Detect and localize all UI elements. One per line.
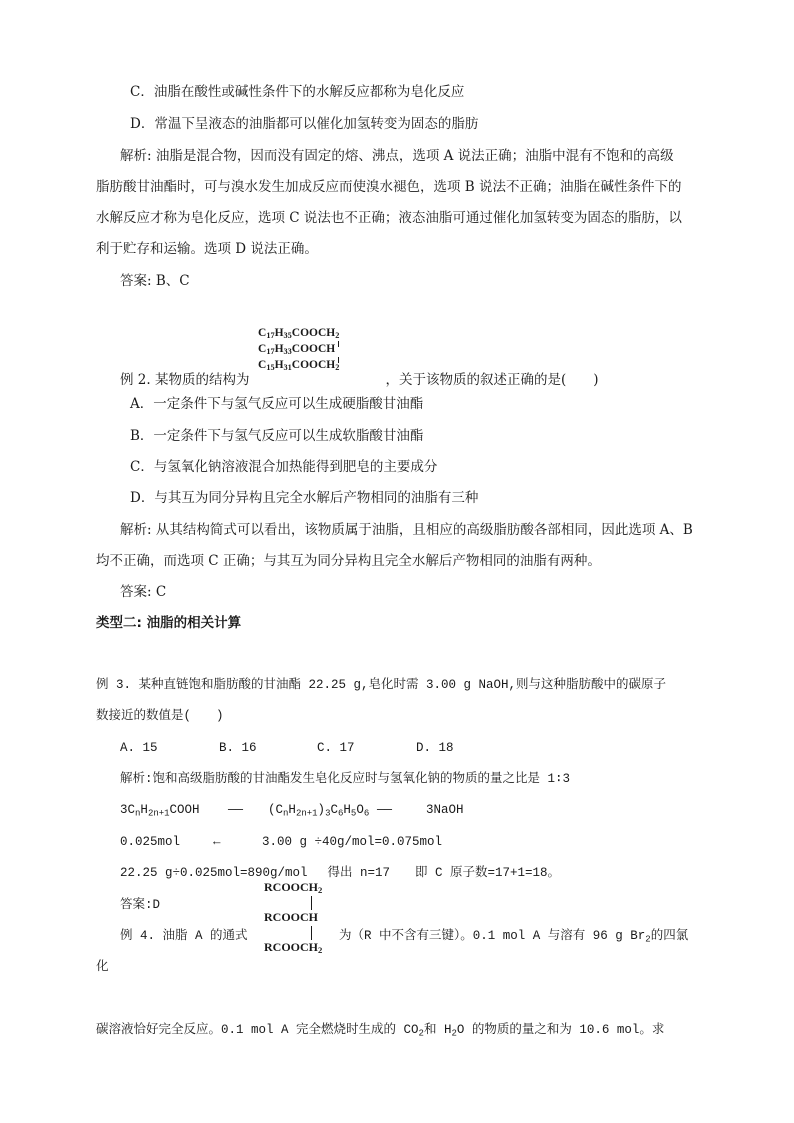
- analysis-line-2: 脂肪酸甘油酯时，可与溴水发生加成反应而使溴水褪色，选项 B 说法不正确；油脂在碱性条件下的: [96, 179, 682, 195]
- example-4-continuation: 碳溶液恰好完全反应。0.1 mol A 完全燃烧时生成的 $CO_2$和 $H_2O$ 的物质的量之和为 10.6 mol。求: [96, 1023, 665, 1039]
- answer-text: 答案: B、C: [120, 273, 190, 289]
- example-2-option-b: B．一定条件下与氢气反应可以生成软脂酸甘油酯: [130, 428, 424, 444]
- section-heading: 类型二: 油脂的相关计算: [96, 615, 242, 631]
- formula-row-3: $RCOOCH_2$: [264, 940, 323, 956]
- example-4-wrap: 化: [96, 960, 109, 974]
- equation-molar-mass: 22.25 g÷0.025mol=890g/mol 得出 n=17 即 C 原子数=17+1=18。: [120, 866, 561, 880]
- example-3-question-1: 例 3. 某种直链饱和脂肪酸的甘油酯 22.25 g,皂化时需 3.00 g NaOH,则与这种脂肪酸中的碳原子: [96, 678, 667, 692]
- example-4-prefix: 例 4. 油脂 A 的通式: [120, 929, 248, 943]
- analysis-line-3: 水解反应才称为皂化反应，选项 C 说法也不正确；液态油脂可通过催化加氢转变为固态的脂肪，以: [96, 210, 682, 226]
- equation-fatty-acid: $3C_nH_{2n+1}COOH$: [120, 803, 200, 819]
- formula-row-2: RCOOCH: [264, 910, 318, 924]
- equation-glyceride: $(C_nH_{2n+1})_3C_6H_5O_6$: [268, 803, 370, 819]
- equation-moles-left: 0.025mol: [120, 835, 181, 849]
- glyceride-structure: [258, 326, 339, 372]
- example-2-analysis-1: 解析: 从其结构简式可以看出，该物质属于油脂，且相应的高级脂肪酸各部相同，因此选项 A、B: [120, 522, 693, 538]
- general-formula-structure: [264, 880, 322, 954]
- example-2-analysis-2: 均不正确，而选项 C 正确；与其互为同分异构且完全水解后产物相同的油脂有两种。: [96, 553, 601, 569]
- example-2-option-c: C．与氢氧化钠溶液混合加热能得到肥皂的主要成分: [130, 459, 438, 475]
- example-2-question: 例 2. 某物质的结构为 ，关于该物质的叙述正确的是( ): [120, 372, 599, 388]
- structure-row-1: $C_{17}H_{35}COOCH_2$: [258, 327, 340, 341]
- structure-row-2: $C_{17}H_{33}COOCH$: [258, 343, 336, 357]
- equation-arrow: ←: [213, 835, 221, 849]
- structure-row-3: $C_{15}H_{31}COOCH_2$: [258, 359, 340, 373]
- example-3-option-c: C. 17: [317, 741, 355, 755]
- formula-bond-2: [311, 926, 312, 940]
- example-3-option-a: A. 15: [120, 741, 158, 755]
- structure-bond-1: [338, 341, 339, 347]
- example-3-analysis: 解析:饱和高级脂肪酸的甘油酯发生皂化反应时与氢氧化钠的物质的量之比是 1∶3: [120, 772, 571, 786]
- equation-dash-1: ——: [228, 803, 244, 817]
- formula-bond-1: [311, 896, 312, 910]
- structure-bond-2: [338, 357, 339, 363]
- formula-row-1: $RCOOCH_2$: [264, 880, 323, 896]
- equation-dash-2: ——: [377, 803, 393, 817]
- example-3-answer: 答案:D: [120, 898, 161, 912]
- analysis-line-4: 利于贮存和运输。选项 D 说法正确。: [96, 241, 318, 257]
- equation-moles-right: 3.00 g ÷40g/mol=0.075mol: [262, 835, 443, 849]
- example-3-option-d: D. 18: [416, 741, 454, 755]
- example-3-option-b: B. 16: [219, 741, 257, 755]
- equation-naoh: 3NaOH: [426, 803, 464, 817]
- option-c-text: C．油脂在酸性或碱性条件下的水解反应都称为皂化反应: [130, 84, 465, 100]
- example-3-question-2: 数接近的数值是( ): [96, 709, 224, 723]
- analysis-line-1: 解析: 油脂是混合物，因而没有固定的熔、沸点，选项 A 说法正确；油脂中混有不饱和的高级: [120, 148, 674, 164]
- example-2-answer: 答案: C: [120, 584, 167, 600]
- example-2-option-a: A．一定条件下与氢气反应可以生成硬脂酸甘油酯: [130, 396, 424, 412]
- option-d-text: D．常温下呈液态的油脂都可以催化加氢转变为固态的脂肪: [130, 116, 479, 132]
- example-4-question: 为（R 中不含有三键）。0.1 mol A 与溶有 96 g $Br_2$的四氯: [339, 929, 689, 945]
- example-2-option-d: D．与其互为同分异构且完全水解后产物相同的油脂有三种: [130, 490, 479, 506]
